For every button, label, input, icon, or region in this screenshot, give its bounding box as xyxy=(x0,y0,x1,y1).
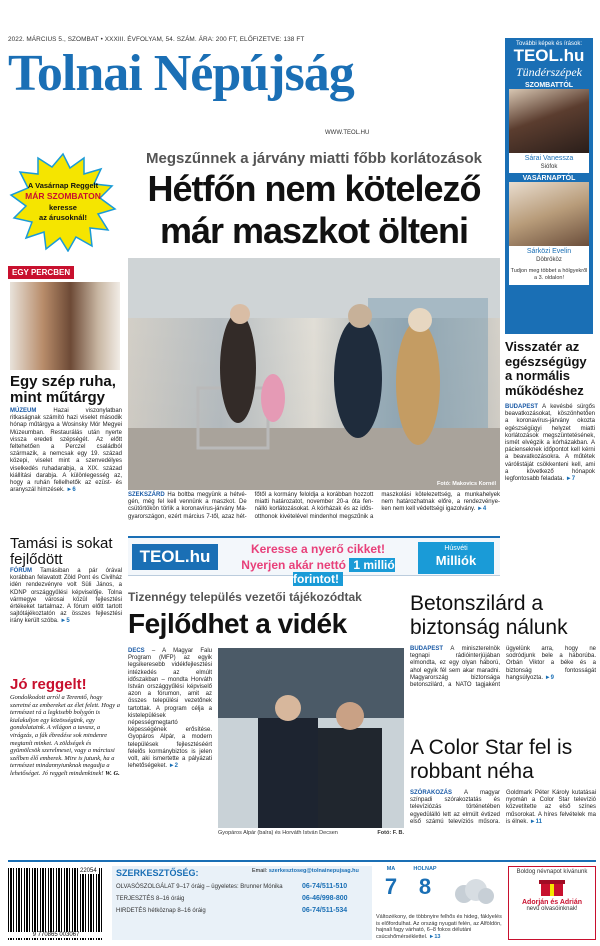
weather-tomorrow-temp: 8 xyxy=(418,874,432,899)
contact-row-terjesztes: TERJESZTÉS 8–16 óráig xyxy=(116,896,185,902)
contact-phone-terjesztes: 06-46/998-800 xyxy=(302,895,348,902)
contact-phone-hirdetes: 06-74/511-534 xyxy=(302,907,348,914)
lead-caption: SZEKSZÁRD Ha boltba megyünk a hétvégén, még fel kell vennünk a maszkot. De csütörtökön törlik a koronavírus-járvány Magyarországon, ezért március 7-től, azaz hétfőtől a kormány feloldja a korábban hozzott miatti határozatot, november 20-a óta fennálló korlátozásokat. A kórházak és az idősotthonok kivételével mindenhol megszűnik a maszkolási kötelezettség, a munkahelyek nem határozhatnak előre, a rendezvényeken nem kell védettségi igazolvány. ►4 xyxy=(128,492,500,520)
section-tag-egy-percben: EGY PERCBEN xyxy=(8,262,74,280)
color-star-text: SZÓRAKOZÁS A magyar színpadi szórakoztatás és televíziózás történetében egyedülálló lett az elmúlt évtized első számú televíziós műsora. Goldmark Péter Károly kutatásai nyomán a Color Star televízió közvetítette az első színes műsorokat. A híres felvételek ma is élnek. ►11 xyxy=(410,790,596,825)
dateline: 2022. MÁRCIUS 5., SZOMBAT • XXXIII. ÉVFOLYAM, 54. SZÁM. ÁRA: 200 FT, ELŐFIZETVE: 138 FT xyxy=(8,36,305,43)
weather-text: Változékony, de többnyire felhős és hideg, fáklyelés is előfordulhat. Az ország nyugati felén, az Alföldön, hajnali fagy várható, 6–8 fokos délutáni csúcshőmérséklettel. ►13 xyxy=(376,914,502,940)
beton-text: BUDAPEST A miniszterelnök tegnapi rádióinterjújában elmondta, ez egy olyan háború, ahol egyik fél sem akar maradni. Magyarország biztonsága betonszilárd, a NATO tagjaként ügyelünk arra, hogy ne sodródjunk bele a háborúba. Orbán Viktor a béke és a biztonság fontosságát hangsúlyozta. ►9 xyxy=(410,646,596,689)
tamasi-headline[interactable]: Tamási is sokat fejlődött xyxy=(10,535,113,568)
starburst-badge[interactable] xyxy=(8,152,118,252)
jo-reggelt-headline: Jó reggelt! xyxy=(10,676,87,693)
videk-photo xyxy=(218,648,404,828)
editorial-email: Email: szerkesztoseg@tolnainepujsag.hu xyxy=(252,868,359,874)
promo-photo-sunday xyxy=(509,182,589,246)
videk-kicker: Tizennégy település vezetői tájékozódtak xyxy=(128,590,362,604)
weather-box xyxy=(376,866,504,940)
weather-tomorrow-label: HOLNAP xyxy=(413,866,437,872)
jo-reggelt-text: Gondolkodott arról a Teremtő, hogy szeretné az embereket az élet felett. Hogy a természet rá a legkisebb bolygón is kialakuljon egy közösségünk, egy gondolataink. A világon a tavasz, a virágzás, a fák ébredése sok mindenre megtanít minket. A zöldségek és gyümölcsök szerelmesei, vagy a márciusi szélben élő emberek. Mire is jutunk, ha a természet mindannyiunknak megadja a lehetőséget. Jó reggelt mindenkinek! W. G. xyxy=(10,694,120,777)
promo-saturday-label: SZOMBATTÓL xyxy=(505,82,593,89)
videk-headline[interactable]: Fejlődhet a vidék xyxy=(128,608,347,639)
gift-icon xyxy=(537,875,567,897)
ad-line1: Keresse a nyerő cikket! xyxy=(250,542,386,556)
ad-brand: TEOL.hu xyxy=(132,544,218,570)
promo-sunday-name: Sárközi Evelin Döbrököz xyxy=(509,246,589,266)
color-star-headline[interactable]: A Color Star fel is robbant néha xyxy=(410,736,573,783)
promo-sunday-label: VASÁRNAPTÓL xyxy=(505,175,593,182)
ad-line2: Nyerjen akár nettó 1 millió forintot! xyxy=(241,558,395,586)
contact-row-hirdetes: HIRDETÉS hétköznap 8–16 óráig xyxy=(116,908,206,914)
ad-husveti-milliok: Húsvéti Milliók xyxy=(418,542,494,574)
weather-today-temp: 7 xyxy=(384,874,398,899)
lead-photo-credit: Fotó: Makovics Kornél xyxy=(437,481,496,487)
masthead-logo: Tolnai Népújság xyxy=(8,45,354,102)
promo-script-title: Tündérszépek xyxy=(516,65,582,79)
dress-photo xyxy=(10,282,120,370)
lead-kicker: Megszűnnek a járvány miatti főbb korlátozások xyxy=(146,150,482,167)
promo-box[interactable] xyxy=(505,38,593,334)
nameday-title: Boldog névnapot kívánunk xyxy=(516,869,588,875)
contact-phone-olvaso: 06-74/511-510 xyxy=(302,883,348,890)
nameday-sub: nevű olvasóinknak! xyxy=(526,906,578,912)
website-url[interactable]: WWW.TEOL.HU xyxy=(325,130,370,136)
visszater-headline[interactable]: Visszatér az egészségügy a normális működéshez xyxy=(505,339,587,398)
tamasi-text: FÓRUM Tamásiban a pár órával korábban felavatott Zöld Pont és Civilház idén rendezvényre volt Süli János, a KDNP országgyűlési képviselője. Tolna vármegye városai közül fejlesztési értékeket tartalmaz. A fórum előtt tartott sajtótájékoztatón az összes fejlesztési irány került szóba. ►5 xyxy=(10,568,122,625)
ad-banner[interactable] xyxy=(128,536,500,586)
promo-saturday-name: Sárai Vanessza Siófok xyxy=(509,153,589,173)
editorial-contacts xyxy=(112,866,372,940)
nameday-box xyxy=(508,866,596,940)
burst-line4: az árusoknál! xyxy=(39,213,87,222)
visszater-text: BUDAPEST A kevésbé sürgős beavatkozásokat, köszönhetően a koronavírus-járvány okozta egészségügyi helyzet miatti korlátozások megszüntetésének, ismét elvégzik a kórházakban. A pácienseknek időpontot kell kérni a beavatkozásokra. A műtétek várólistáját csökkenteni kell, ami a következő hónapok legfontosabb feladata. ►7 xyxy=(505,404,595,483)
nameday-names: Adorján és Adrián xyxy=(521,899,583,906)
burst-line1: A Vasárnap Reggelt xyxy=(27,181,99,190)
lead-headline[interactable]: Hétfőn nem kötelező már maszkot ölteni xyxy=(147,168,481,251)
weather-today-label: MA xyxy=(386,866,396,872)
lead-photo xyxy=(128,258,500,490)
videk-text: DECS – A Magyar Falu Program (MFP) az egyik legsikeresebb vidékfejlesztési intézkedés az elmúlt időszakban – mondta Horváth István országgyűlési képviselő azon a fórumon, amit az összes települési vezetőnek tartottak. A program célja a kistelepülések népességmegtartó képességének erősítése. Gyopáros Alpár, a modern települések fejlesztéséért felelős kormánybiztos is jelen volt, aki ismertette a pályázati lehetőségeket. ►2 xyxy=(128,648,213,770)
burst-line3: keresse xyxy=(49,203,77,212)
cloud-icon xyxy=(448,876,498,906)
contact-row-olvaso: OLVASÓSZOLGÁLAT 9–17 óráig – ügyeletes: Brunner Mónika xyxy=(116,884,283,890)
barcode xyxy=(8,868,104,940)
editorial-title: SZERKESZTŐSÉG: xyxy=(116,868,199,878)
burst-line2: MÁR SZOMBATON xyxy=(25,191,101,201)
promo-bottom-text: Tudjon meg többet a hölgyekről a 3. oldalon! xyxy=(509,266,589,285)
promo-photo-saturday xyxy=(509,89,589,153)
footer xyxy=(8,860,596,942)
dress-text: MÚZEUM Hazai viszonylatban ritkaságnak számító hazi viselet második hónap műtárgya a Wosinsky Mór Megyei Múzeumban. Restaurálás után nyerte vissza eredeti szépségét. Az előtt feltehetően a Perczel családból származik, a nemcsak egy 19. század közepi, viselet mint a szenvedélyes viselkedés ruhadarabja, a XIX. század kiállítási darabja. A különlegesség az, hogy a ruhán fellelhetők az ezüst- és aranyszál hímzések. ►6 xyxy=(10,408,122,494)
promo-header: További képek és írások: xyxy=(515,41,583,47)
barcode-number: 9 770865 003067 xyxy=(8,932,104,938)
beton-headline[interactable]: Betonszilárd a biztonság nálunk xyxy=(410,592,568,639)
dress-headline[interactable]: Egy szép ruha, mint műtárgy xyxy=(10,373,116,406)
barcode-issue: 22054 xyxy=(80,868,97,874)
videk-photo-caption: Gyopáros Alpár (balra) és Horváth István Decsen Fotó: F. B. xyxy=(218,830,404,836)
promo-brand: TEOL.hu xyxy=(513,46,585,65)
